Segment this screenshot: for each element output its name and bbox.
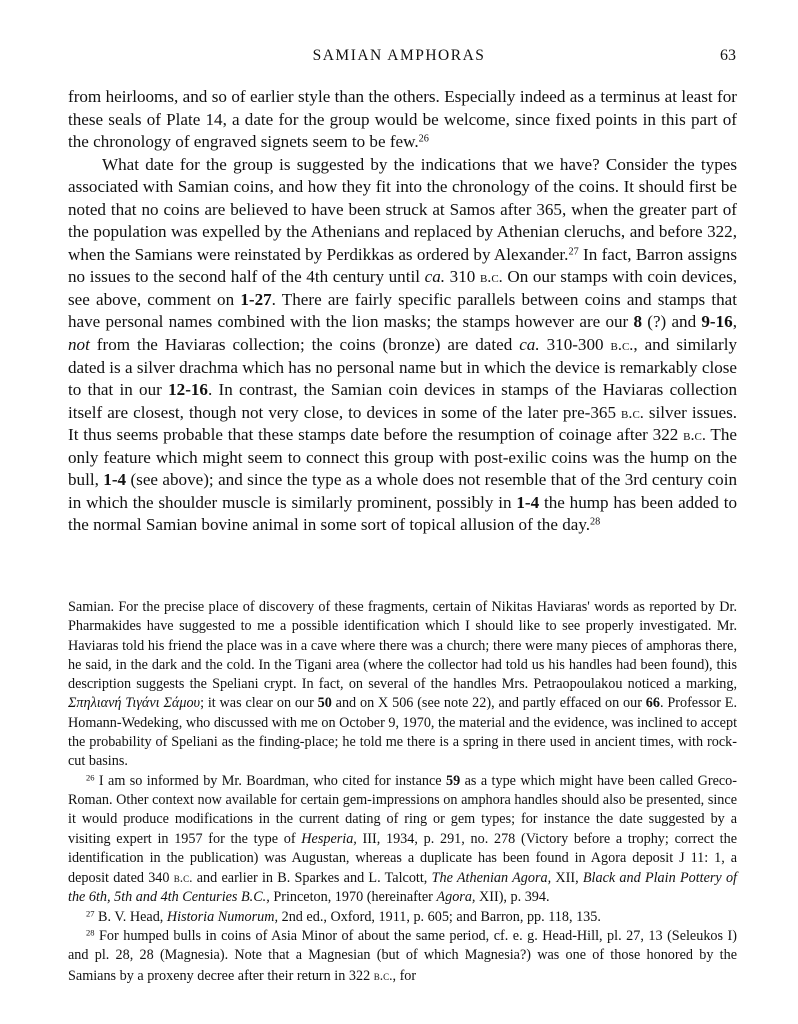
- catalogue-ref: 50: [317, 695, 332, 712]
- book-title: Black and Plain Pottery of the 6th, 5th and 4th Centuries B.C.,: [68, 870, 737, 906]
- footnote-ref-26: 26: [418, 133, 429, 145]
- footnote-26: [68, 772, 737, 908]
- era-abbrev: b.c.: [683, 426, 706, 445]
- text-run: . Professor E. Homann-Wedeking, who discussed with me on October 9, 1970, the material and the evidence, was inclined to accept the probability of Speliani as the finding-place; he told me there is a spring in there used in ancient times, with rock-cut basins.: [68, 695, 738, 770]
- paragraph-1: [68, 86, 737, 154]
- text-run: ,: [732, 312, 737, 332]
- text-run: (see above); and since the type as a whole does not resemble that of the 3rd century coin in which the shoulder muscle is similarly prominent, possibly in: [68, 470, 738, 512]
- text-run: In fact, Barron assigns no issues to the second half of the 4th century until: [68, 244, 737, 287]
- greek-inscription: Σπηλιανή Τιγάνι Σάμου: [68, 695, 201, 712]
- page-header: [0, 47, 798, 71]
- text-run: as a type which might have been called Greco-Roman. Other context now available for certain gem-impressions on amphora handles should also be presented, since it would produce modifications in the current dating of ring or gem types; for instance the date suggested by a visiting expert in 1957 for the type of: [68, 772, 737, 847]
- book-title: The Athenian Agora,: [431, 870, 552, 887]
- text-run: B. V. Head,: [94, 908, 167, 925]
- era-abbrev: b.c.: [479, 268, 503, 287]
- catalogue-ref: 8: [633, 312, 643, 332]
- text-run: . There are fairly specific parallels between coins and stamps that have personal names combined with the lion masks; the stamps however are our: [68, 289, 737, 332]
- running-title: SAMIAN AMPHORAS: [312, 47, 486, 64]
- text-run: XII,: [551, 870, 583, 887]
- text-run: XII), p. 394.: [475, 889, 550, 906]
- footnote-number: 26: [86, 772, 95, 782]
- footnote-number: 28: [86, 927, 95, 938]
- era-abbrev: b.c.: [621, 403, 644, 422]
- book-title: Agora,: [436, 889, 476, 906]
- text-run: On our stamps with coin devices, see above, comment on: [68, 267, 738, 309]
- book-title: Historia Numorum,: [166, 908, 279, 925]
- text-run: the hump has been added to the normal Samian bovine animal in some sort of topical allusion of the day.: [68, 492, 737, 535]
- footnote-ref-28: 28: [590, 516, 601, 528]
- text-run: For humped bulls in coins of Asia Minor of about the same period, cf. e. g. Head-Hill, pl. 27, 13 (Seleukos I) and pl. 28, 28 (Magnesia). Note that a Magnesian (but of which Magnesia?) was one of those honored by the Samians by a proxeny decree after their return in 322: [68, 928, 737, 984]
- text-run: What date for the group is suggested by the indications that we have? Consider the types associated with Samian coins, and how they fit into the chronology of the coins. It should first be noted that no coins are believed to have been struck at Samos after 365, when the greater part of the population was expelled by the Athenians and replaced by Athenian cleruchs, and before 322, when the Samians were reinstated by Perdikkas as ordered by Alexander.: [68, 154, 737, 264]
- footnote-number: 27: [86, 908, 95, 919]
- footnote-28: [68, 927, 737, 986]
- footnote-27: [68, 908, 737, 927]
- text-run: . In contrast, the Samian coin devices in stamps of the Haviaras collection itself are closest, though not very close, to devices in some of the later pre-365: [68, 380, 737, 422]
- footnote-ref-27: 27: [568, 246, 579, 258]
- catalogue-ref: 1-4: [516, 492, 540, 512]
- italic-ca: ca.: [519, 335, 540, 355]
- era-abbrev: b.c.: [610, 336, 634, 355]
- text-run: silver issues. It thus seems probable that these stamps date before the resumption of coinage after 322: [68, 402, 738, 445]
- main-text: [68, 86, 737, 537]
- text-run: , for: [392, 967, 417, 984]
- text-run: The only feature which might seem to connect this group with post-exilic coins was the hump on the bull,: [68, 425, 737, 490]
- italic-ca: ca.: [424, 267, 446, 287]
- text-run: Samian. For the precise place of discovery of these fragments, certain of Nikitas Haviaras' words as reported by Dr. Pharmakides have suggested to me a possible identification which I should like to see properly investigated. Mr. Haviaras told his friend the place was in a cave where there was a church; there were many pieces of amphoras there, he said, in the dark and the cold. In the Tigani area (where the collector had told us his handles had been found), this description suggests the Speliani crypt. In fact, on several of the handles Mrs. Petraopoulakou noticed a marking,: [68, 599, 737, 693]
- text-run: (?) and: [642, 312, 702, 332]
- catalogue-ref: 59: [446, 772, 461, 789]
- page-number: 63: [720, 47, 736, 64]
- catalogue-ref: 1-27: [240, 289, 272, 309]
- text-run: III, 1934, p. 291, no. 278 (Victory before a trophy; correct the identification in the publication) was Augustan, whereas a duplicate has been found in Agora deposit J 11: 1, a deposit dated 340: [68, 830, 737, 887]
- text-run: ; it was clear on our: [200, 695, 318, 712]
- text-run: and earlier in B. Sparkes and L. Talcott,: [192, 870, 432, 887]
- text-run: 310-300: [539, 335, 611, 355]
- catalogue-ref: 1-4: [103, 470, 127, 490]
- catalogue-ref: 66: [645, 695, 660, 712]
- catalogue-ref: 9-16: [701, 312, 733, 332]
- text-run: from the Haviaras collection; the coins (bronze) are dated: [89, 335, 520, 355]
- text-run: 2nd ed., Oxford, 1911, p. 605; and Barron, pp. 118, 135.: [278, 908, 601, 925]
- era-abbrev: b.c.: [173, 870, 193, 886]
- footnote-continued: [68, 598, 737, 772]
- text-run: 310: [445, 267, 480, 287]
- footnotes: [68, 598, 737, 986]
- text-run: Princeton, 1970 (hereinafter: [269, 889, 437, 906]
- era-abbrev: b.c.: [373, 967, 393, 983]
- text-run: and on X 506 (see note 22), and partly effaced on our: [331, 695, 646, 712]
- catalogue-ref: 12-16: [168, 380, 208, 400]
- journal-title: Hesperia,: [301, 830, 357, 847]
- italic-not: not: [68, 335, 90, 355]
- text-run: I am so informed by Mr. Boardman, who cited for instance: [94, 772, 447, 789]
- paragraph-2: [68, 154, 737, 537]
- text-run: , and similarly dated is a silver drachma which has no personal name but in which the device is remarkably close to that in our: [68, 335, 737, 400]
- text-run: from heirlooms, and so of earlier style than the others. Especially indeed as a terminus at least for these seals of Plate 14, a date for the group would be welcome, since fixed points in this part of the chronology of engraved signets seem to be few.: [68, 87, 737, 152]
